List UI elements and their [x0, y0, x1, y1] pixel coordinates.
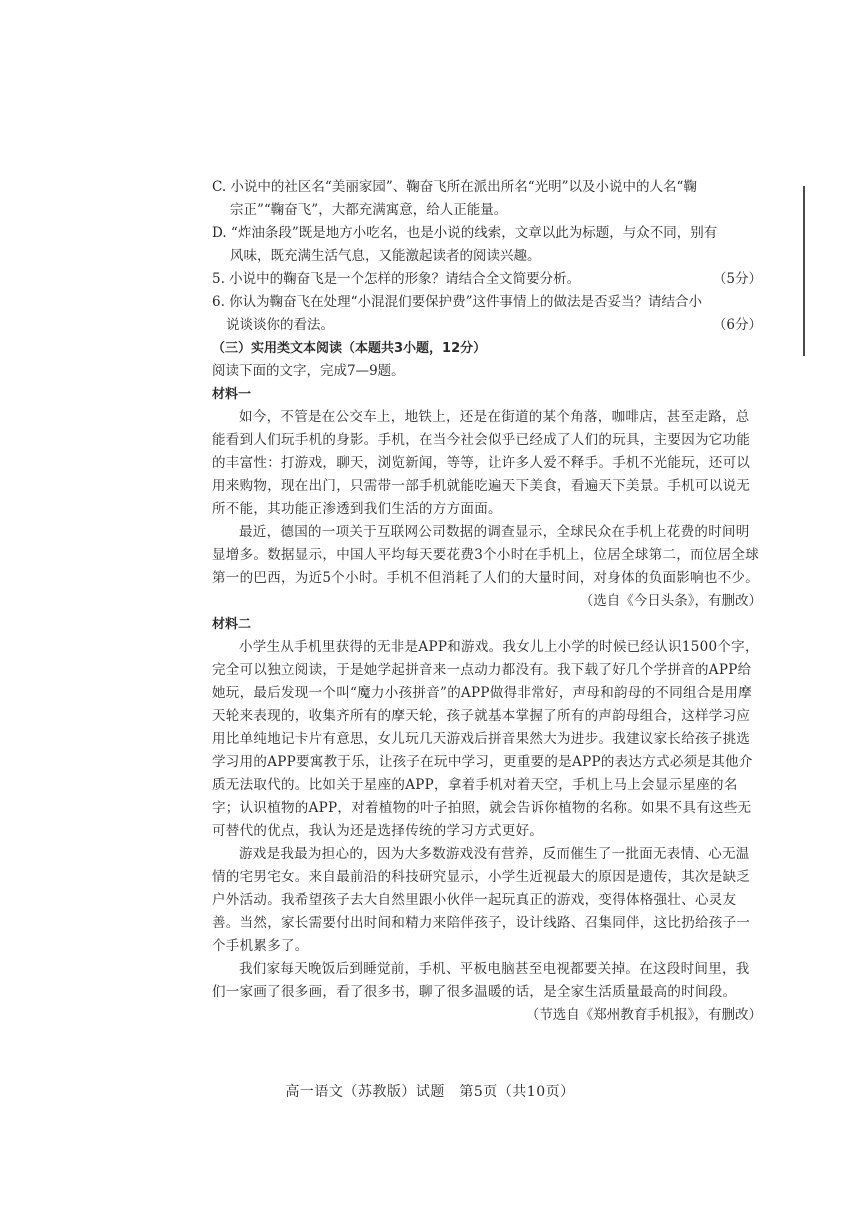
section-3-instruction: 阅读下面的文字，完成7—9题。 [212, 363, 405, 379]
material-2-paragraph-3: 我们家每天晚饭后到睡觉前，手机、平板电脑甚至电视都要关掉。在这段时间里，我们一家画了很多画，看了很多书，聊了很多温暖的话，是全家生活质量最高的时间段。 [212, 961, 750, 1000]
question-6-score: （6分） [712, 317, 762, 333]
material-2-paragraph-2: 游戏是我最为担心的，因为大多数游戏没有营养，反而催生了一批面无表情、心无温情的宅男宅女。来自最前沿的科技研究显示，小学生近视最大的原因是遗传，其次是缺乏户外活动。我希望孩子去大自然里跟小伙伴一起玩真正的游戏，变得体格强壮、心灵友善。当然，家长需要付出时间和精力来陪伴孩子，设计线路、召集同伴，这比扔给孩子一个手机累多了。 [212, 846, 751, 954]
material-2-title: 材料二 [212, 617, 252, 632]
material-1-title: 材料一 [212, 387, 252, 402]
question-5-text: 5. 小说中的鞠奋飞是一个怎样的形象？请结合全文简要分析。 [212, 271, 581, 287]
question-6-line1: 6. 你认为鞠奋飞在处理“小混混们要保护费”这件事情上的做法是否妥当？请结合小 [212, 294, 702, 310]
material-1-paragraph-2: 最近，德国的一项关于互联网公司数据的调查显示，全球民众在手机上花费的时间明显增多。数据显示，中国人平均每天要花费3个小时在手机上，位居全球第二，而位居全球第一的巴西，为近5个小时。手机不但消耗了人们的大量时间，对身体的负面影响也不少。 [212, 524, 760, 586]
material-1-source: （选自《今日头条》，有删改） [579, 593, 762, 609]
margin-rule [803, 186, 805, 356]
page-content [212, 176, 762, 1027]
option-c-line1: C. 小说中的社区名“美丽家园”、鞠奋飞所在派出所名“光明”以及小说中的人名“鞠 [212, 179, 697, 195]
option-c-line2: 宗正”“鞠奋飞”，大都充满寓意，给人正能量。 [230, 202, 508, 218]
material-2-paragraph-1: 小学生从手机里获得的无非是APP和游戏。我女儿上小学的时候已经认识1500个字，完全可以独立阅读，于是她学起拼音来一点动力都没有。我下载了好几个学拼音的APP给她玩，最后发现一个叫“魔力小孩拼音”的APP做得非常好，声母和韵母的不同组合是用摩天轮来表现的，收集齐所有的摩天轮，孩子就基本掌握了所有的声韵母组合，这样学习应用比单纯地记卡片有意思，女儿玩几天游戏后拼音果然大为进步。我建议家长给孩子挑选学习用的APP要寓教于乐，让孩子在玩中学习，更重要的是APP的表达方式必须是其他介质无法取代的。比如关于星座的APP，拿着手机对着天空，手机上马上会显示星座的名字；认识植物的APP，对着植物的叶子拍照，就会告诉你植物的名称。如果不具有这些无可替代的优点，我认为还是选择传统的学习方式更好。 [212, 639, 759, 839]
material-2-source: （节选自《郑州教育手机报》，有删改） [525, 1007, 762, 1023]
page-footer: 高一语文（苏教版）试题 第5页（共10页） [285, 1084, 575, 1100]
option-d-line2: 风味，既充满生活气息，又能激起读者的阅读兴趣。 [230, 248, 541, 264]
question-5 [212, 268, 762, 291]
option-d [212, 222, 762, 268]
option-c [212, 176, 762, 222]
option-d-line1: D. “炸油条段”既是地方小吃名，也是小说的线索，文章以此为标题，与众不同，别有 [212, 225, 718, 241]
question-6-line2: 说谈谈你的看法。 [226, 317, 334, 333]
section-3-title: （三）实用类文本阅读（本题共3小题，12分） [212, 341, 487, 356]
material-1-paragraph-1: 如今，不管是在公交车上，地铁上，还是在街道的某个角落，咖啡店，甚至走路，总能看到人们玩手机的身影。手机，在当今社会似乎已经成了人们的玩具，主要因为它功能的丰富性：打游戏，聊天，浏览新闻，等等，让许多人爱不释手。手机不光能玩，还可以用来购物，现在出门，只需带一部手机就能吃遍天下美食，看遍天下美景。手机可以说无所不能，其功能正渗透到我们生活的方方面面。 [212, 409, 751, 517]
question-6 [212, 291, 762, 337]
question-5-score: （5分） [712, 271, 762, 287]
